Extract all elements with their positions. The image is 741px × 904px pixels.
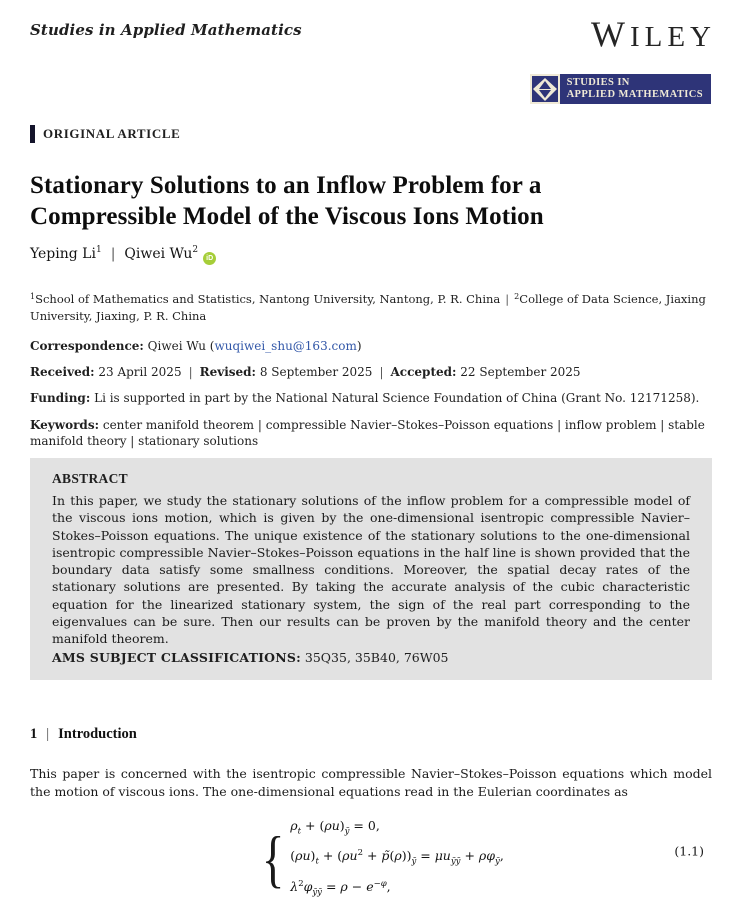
equation-lines <box>290 815 504 904</box>
badge-line-1: STUDIES IN <box>566 77 630 88</box>
abstract-heading: ABSTRACT <box>52 471 128 486</box>
section-number: 1 <box>30 725 38 742</box>
ams-classifications-line <box>52 649 690 666</box>
journal-badge-icon <box>530 74 560 104</box>
section-heading-introduction <box>30 726 711 743</box>
journal-name: Studies in Applied Mathematics <box>30 21 302 39</box>
article-type-bar <box>30 125 35 143</box>
keywords-text: center manifold theorem | compressible Navier–Stokes–Poisson equations | inflow problem | stable manifold theory | stationary solutions <box>30 418 705 448</box>
author-affiliation-sup: 1 <box>95 245 102 255</box>
funding-text: Li is supported in part by the National Natural Science Foundation of China (Grant No. 12171258). <box>94 391 700 405</box>
affiliation-sup: 1 <box>30 292 36 301</box>
abstract-body: In this paper, we study the stationary solutions of the inflow problem for a compressible model of the viscous ions motion, which is given by the one-dimensional isentropic compressible Navier–Stokes–Poisson equations. The unique existence of the stationary solutions to the one-dimensional isentropic compressible Navier–Stokes–Poisson equations in the half line is shown provided that the boundary data satisfy some smallness conditions. Moreover, the spatial decay rates of the stationary solutions are presented. By taking the accurate analysis of the cubic characteristic equation for the linearized stationary system, the sign of the real part corresponding to the eigenvalues can be sure. Then our results can be proven by the manifold theory and the center manifold theorem. <box>52 493 690 647</box>
ams-value: 35Q35, 35B40, 76W05 <box>304 649 449 665</box>
correspondence-row <box>30 338 711 354</box>
section-title: Introduction <box>58 725 137 742</box>
author-name: Qiwei Wu <box>124 246 193 262</box>
dates-row <box>30 364 711 380</box>
received-label: Received: <box>30 365 95 379</box>
equation-line-continuity: $\rho_t + (\rho u)_ỹ = 0$, <box>290 817 380 837</box>
article-title: Stationary Solutions to an Inflow Problem for a Compressible Model of the Viscous Ions Motion <box>30 172 544 230</box>
abstract-box <box>30 458 712 680</box>
keywords-label: Keywords: <box>30 418 100 432</box>
dates-separator: | <box>379 365 384 379</box>
equation-line-momentum: $(\rho u)_t + (\rho u^2$ + $p̃(\rho))_ỹ = \mu u_{ỹỹ} + \rho\varphi_ỹ$, <box>290 848 504 868</box>
correspondence-email-link[interactable]: wuqiwei_shu@163.com <box>214 339 357 353</box>
author-name: Yeping Li <box>30 246 96 262</box>
equation-number: (1.1) <box>674 843 704 859</box>
author-affiliation-sup: 2 <box>192 245 199 255</box>
page-header <box>30 14 716 104</box>
accepted-value: 22 September 2025 <box>460 365 581 379</box>
affiliation-separator: | <box>505 292 510 306</box>
article-type <box>30 125 711 143</box>
equation-line-poisson: $\lambda^2\varphi_{ỹỹ} = \rho - e^{-\varphi}$, <box>290 879 391 898</box>
affiliation-text: College of Data Science, Jiaxing University, Jiaxing, P. R. China <box>30 292 706 323</box>
wiley-logo: WILEY <box>590 14 716 54</box>
article-type-label: ORIGINAL ARTICLE <box>43 126 181 141</box>
dates-separator: | <box>188 365 193 379</box>
received-value: 23 April 2025 <box>98 365 182 379</box>
funding-label: Funding: <box>30 391 91 405</box>
equation-left-brace: { <box>261 824 285 895</box>
revised-label: Revised: <box>199 365 256 379</box>
correspondence-label: Correspondence: <box>30 339 144 353</box>
equation-1-1 <box>30 815 712 898</box>
correspondence-suffix: ) <box>356 339 362 353</box>
ams-label: AMS SUBJECT CLASSIFICATIONS: <box>52 649 301 665</box>
affiliation-sup: 2 <box>514 292 520 301</box>
affiliation-text: School of Mathematics and Statistics, Nantong University, Nantong, P. R. China <box>35 292 501 306</box>
journal-badge <box>530 74 711 104</box>
intro-paragraph: This paper is concerned with the isentropic compressible Navier–Stokes–Poisson equations which model the motion of viscous ions. The one-dimensional equations read in the Eulerian coordinates as <box>30 765 712 799</box>
authors-line <box>30 245 711 265</box>
badge-line-2: APPLIED MATHEMATICS <box>566 88 703 100</box>
correspondence-prefix: Qiwei Wu ( <box>147 339 215 353</box>
keywords-row <box>30 417 711 449</box>
author-separator: | <box>110 246 116 262</box>
orcid-icon[interactable]: iD <box>203 252 216 265</box>
equation-group <box>258 815 504 904</box>
affiliations <box>30 288 711 325</box>
funding-row <box>30 390 711 406</box>
journal-badge-text <box>560 74 711 104</box>
revised-value: 8 September 2025 <box>259 365 373 379</box>
section-separator: | <box>46 725 50 742</box>
header-right <box>530 14 716 104</box>
accepted-label: Accepted: <box>390 365 457 379</box>
